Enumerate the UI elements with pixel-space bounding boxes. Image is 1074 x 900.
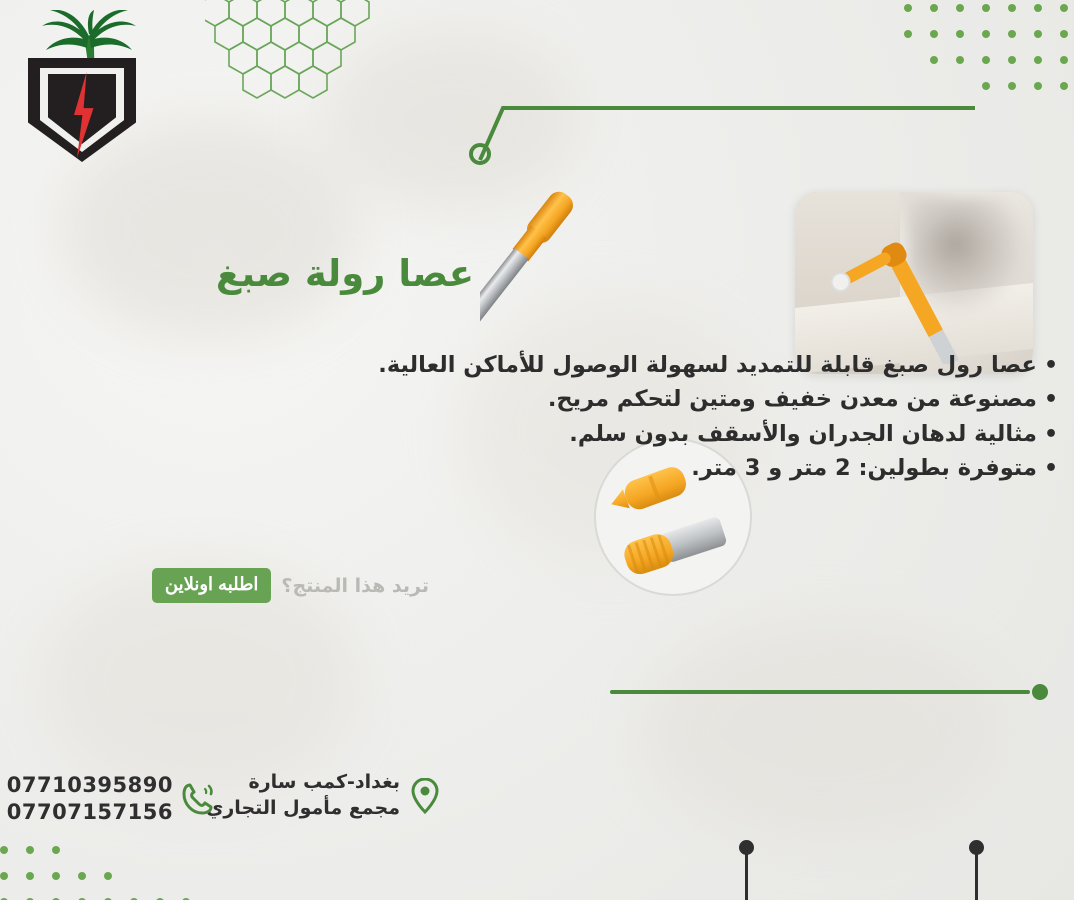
divider-rule bbox=[610, 690, 1030, 694]
phone-number-2: 07707157156 bbox=[6, 800, 173, 825]
footer-stem-cap-right bbox=[969, 840, 984, 855]
dot-grid-decoration-top bbox=[900, 0, 1074, 96]
dot-grid-decoration-bottom bbox=[0, 824, 206, 900]
hex-pattern-decoration bbox=[205, 0, 385, 104]
phone-block bbox=[7, 772, 214, 827]
list-item: • مصنوعة من معدن خفيف ومتين لتحكم مريح. bbox=[8, 382, 1058, 416]
product-usage-photo bbox=[795, 192, 1033, 374]
order-online-button[interactable]: اطلبه اونلاين bbox=[152, 568, 272, 603]
address-line-2: مجمع مأمول التجاري bbox=[205, 796, 400, 819]
list-item: • عصا رول صبغ قابلة للتمديد لسهولة الوصول للأماكن العالية. bbox=[8, 348, 1058, 382]
photo-roller-pole-graphic bbox=[817, 234, 1033, 364]
phone-icon bbox=[182, 782, 214, 816]
list-item: • متوفرة بطولين: 2 متر و 3 متر. bbox=[8, 451, 1058, 485]
address-lines bbox=[206, 770, 400, 821]
phone-number-1: 07710395890 bbox=[6, 773, 173, 797]
location-pin-icon bbox=[410, 778, 440, 814]
company-logo bbox=[18, 10, 148, 170]
connector-line-decoration bbox=[455, 90, 995, 170]
address-block bbox=[206, 770, 440, 821]
cta-group bbox=[152, 568, 429, 603]
feature-list bbox=[8, 348, 1058, 486]
divider-end-dot bbox=[1032, 684, 1048, 700]
list-item: • مثالية لدهان الجدران والأسقف بدون سلم. bbox=[8, 417, 1058, 451]
phone-numbers bbox=[7, 772, 173, 827]
footer-stem-cap-left bbox=[739, 840, 754, 855]
footer-stem-right bbox=[975, 852, 978, 900]
footer-stem-left bbox=[745, 852, 748, 900]
page-title: عصا رولة صبغ bbox=[215, 252, 474, 295]
address-line-1: بغداد-كمب سارة bbox=[248, 771, 400, 793]
cta-question: تريد هذا المنتج؟ bbox=[281, 574, 429, 597]
